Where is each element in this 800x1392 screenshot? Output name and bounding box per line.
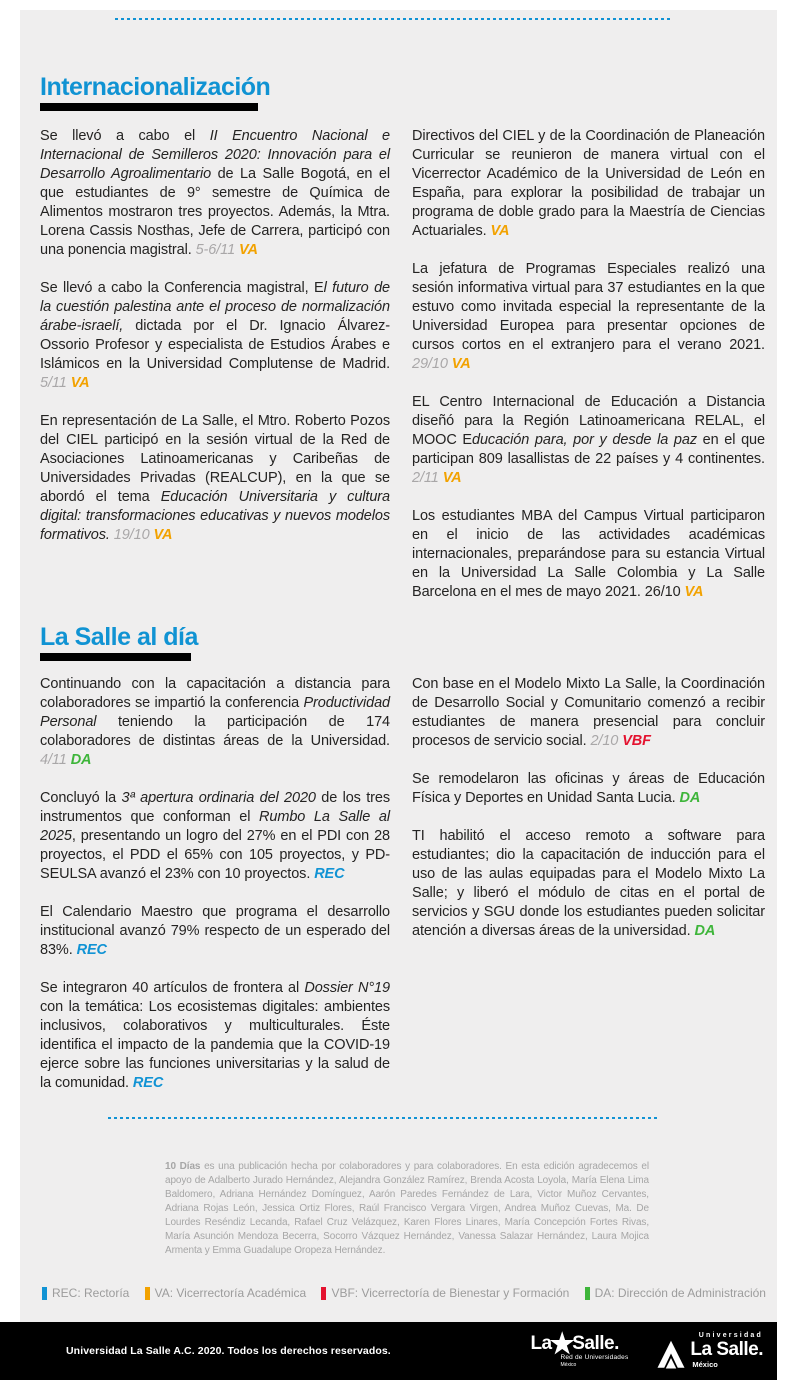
body-text: , presentando un logro del 27% en el PDI con 28 proyectos, el PDD el 65% con 105 proyectos, y PD-SEULSA avanzó el 23% con 10 proyectos. xyxy=(40,828,390,882)
section-heading-internacionalizacion xyxy=(40,74,270,111)
body-text: Directivos del CIEL y de la Coordinación de Planeación Curricular se reunieron de manera virtual con el Vicerrector Académico de la Universidad de León en España, para explorar la posibilidad de trabajar un programa de doble grado para la Maestría de Ciencias Actuariales. xyxy=(412,128,765,239)
body-text: Con base en el Modelo Mixto La Salle, la Coordinación de Desarrollo Social y Comunitario comenzó a recibir estudiantes de manera presencial para concluir procesos de servicio social. xyxy=(412,676,765,749)
news-paragraph xyxy=(40,903,390,960)
body-text: Los estudiantes MBA del Campus Virtual participaron en el inicio de las actividades académicas internacionales, preparándose para su estancia Virtual en la Universidad La Salle Colombia y La Salle Barcelona en el mes de mayo 2021. 26/10 xyxy=(412,508,765,600)
heading-underline-bar xyxy=(40,653,191,661)
logo-word: La xyxy=(530,1333,552,1355)
body-text: En representación de La Salle, el Mtro. Roberto Pozos del CIEL participó en la sesión virtual de la Red de Asociaciones Latinoamericanas y Caribeñas de Universidades Privadas (REALCUP), en la que se abordó el tema xyxy=(40,413,390,505)
credits-text: es una publicación hecha por colaboradores y para colaboradores. En esta edición agradecemos el apoyo de Adalberto Jurado Hernández, Alejandra González Ramírez, Brenda Acosta Loyola, María Elena Lima Baldomero, Adriana Hernández Domínguez, Aarón Paredes Fernández de Lara, Victor Muñoz Cervantes, Adriana Rojas León, Jessica Ortiz Flores, Raúl Francisco Vergara Virgen, Andrea Muñoz Cuevas, Ma. De Lourdes Reséndiz Lecanda, Rafael Cruz Velázquez, Karen Flores Linares, María Concepción Fortes Rivas, María Asunción Mendoza Becerra, Socorro Vázquez Hernández, Vanessa Salazar Hernández, Laura Mojica Armenta y Emma Guadalupe Oropeza Hernández. xyxy=(165,1161,650,1256)
body-text: Se llevó a cabo el xyxy=(40,128,210,144)
star-icon: ★ xyxy=(549,1327,575,1359)
newsletter-page xyxy=(20,10,777,1322)
legend-item-da xyxy=(585,1286,766,1300)
credits-paragraph xyxy=(165,1160,649,1258)
news-column-right xyxy=(412,675,765,1112)
news-paragraph xyxy=(40,127,390,260)
legend-item-rec xyxy=(42,1286,129,1300)
copyright-text: Universidad La Salle A.C. 2020. Todos los derechos reservados. xyxy=(66,1345,391,1357)
dept-tag-rec: REC xyxy=(76,942,107,958)
italic-text: II Encuentro Nacional e Internacional de Semilleros 2020: Innovación para el Desarrollo Agroalimentario xyxy=(40,128,390,182)
italic-text: Educación Universitaria y cultura digital: transformaciones educativas y nuevos modelos formativos. xyxy=(40,489,390,543)
news-paragraph xyxy=(40,675,390,770)
news-paragraph xyxy=(412,260,765,374)
section-columns-la-salle-al-dia xyxy=(40,675,765,1112)
publication-name: 10 Días xyxy=(165,1161,201,1172)
section-title: La Salle al día xyxy=(40,623,198,651)
body-text: TI habilitó el acceso remoto a software para estudiantes; dio la capacitación de inducción para el uso de las aulas equipadas para el Modelo Mixto La Salle; y liberó el módulo de citas en el portal de servicios y SGU donde los estudiantes pueden solicitar atención a diversas áreas de la universidad. xyxy=(412,828,765,939)
department-legend xyxy=(42,1286,766,1300)
legend-color-swatch xyxy=(585,1287,590,1300)
body-text: en el que participan 809 lasallistas de 22 países y 4 continentes. xyxy=(412,432,765,467)
date-stamp: 4/11 xyxy=(40,752,71,768)
la-salle-network-logo xyxy=(530,1327,629,1368)
news-paragraph xyxy=(40,279,390,393)
dept-tag-va: VA xyxy=(70,375,90,391)
footer-bar xyxy=(0,1322,777,1380)
body-text: Concluyó la xyxy=(40,790,122,806)
dept-tag-va: VA xyxy=(451,356,471,372)
news-paragraph xyxy=(40,789,390,884)
section-title: Internacionalización xyxy=(40,73,271,101)
legend-color-swatch xyxy=(42,1287,47,1300)
body-text: Se integraron 40 artículos de frontera al xyxy=(40,980,305,996)
dept-tag-va: VA xyxy=(490,223,510,239)
dept-tag-da: DA xyxy=(679,790,701,806)
news-column-left xyxy=(40,675,390,1112)
dept-tag-va: VA xyxy=(442,470,462,486)
news-paragraph xyxy=(412,127,765,241)
dashed-divider-top xyxy=(115,18,670,20)
italic-text: Productividad Personal xyxy=(40,695,390,730)
legend-color-swatch xyxy=(145,1287,150,1300)
date-stamp: 29/10 xyxy=(412,356,452,372)
body-text: con la temática: Los ecosistemas digitales: ambientes inclusivos, colaborativos y multiculturales. Éste identifica el impacto de la pandemia que la COVID-19 ejerce sobre las funciones universitarias y la salud de la comunidad. xyxy=(40,999,390,1091)
dept-tag-va: VA xyxy=(238,242,258,258)
dashed-divider-bottom xyxy=(108,1117,658,1119)
body-text: dictada por el Dr. Ignacio Álvarez-Ossorio Profesor y especialista de Estudios Árabes e Islámicos en la Universidad Complutense de Madrid. xyxy=(40,318,390,372)
legend-label: VBF: Vicerrectoría de Bienestar y Formación xyxy=(331,1286,570,1300)
news-paragraph xyxy=(412,827,765,941)
body-text: El Calendario Maestro que programa el desarrollo institucional avanzó 79% respecto de un esperado del 83%. xyxy=(40,904,390,958)
news-paragraph xyxy=(40,412,390,545)
body-text: de La Salle Bogotá, en el que estudiantes de 9° semestre de Química de Alimentos mostraron tres proyectos. Además, la Mtra. Lorena Cassis Nosthas, Jefe de Carrera, participó con una ponencia magistral. xyxy=(40,166,390,258)
news-paragraph xyxy=(412,675,765,751)
body-text: Se remodelaron las oficinas y áreas de Educación Física y Deportes en Unidad Santa Lucia. xyxy=(412,771,765,806)
legend-label: VA: Vicerrectoría Académica xyxy=(154,1286,307,1300)
news-paragraph xyxy=(412,770,765,808)
universidad-la-salle-wordmark xyxy=(690,1332,763,1370)
date-stamp: 5/11 xyxy=(40,375,71,391)
date-stamp: 5-6/11 xyxy=(195,242,239,258)
logo-region: México xyxy=(560,1361,577,1368)
footer-logos xyxy=(530,1327,763,1370)
body-text: de los tres instrumentos que conforman el xyxy=(40,790,390,825)
dept-tag-vbf: VBF xyxy=(622,733,651,749)
body-text: teniendo la participación de 174 colaboradores de distintas áreas de la Universidad. xyxy=(40,714,390,749)
legend-item-va xyxy=(145,1286,307,1300)
news-column-left xyxy=(40,127,390,621)
italic-text: l futuro de la cuestión palestina ante el proceso de normalización árabe-israelí, xyxy=(40,280,390,334)
body-text: EL Centro Internacional de Educación a Distancia diseñó para la Región Latinoamericana RELAL, el MOOC E xyxy=(412,394,765,448)
italic-text: Dossier N°19 xyxy=(304,980,390,996)
legend-label: DA: Dirección de Administración xyxy=(594,1286,766,1300)
dept-tag-da: DA xyxy=(70,752,92,768)
la-salle-emblem-icon xyxy=(656,1340,686,1370)
dept-tag-rec: REC xyxy=(314,866,345,882)
date-stamp: 19/10 xyxy=(113,527,154,543)
logo-word: Salle. xyxy=(572,1333,619,1355)
dept-tag-va: VA xyxy=(684,584,704,600)
logo-region: México xyxy=(692,1360,718,1370)
date-stamp: 2/10 xyxy=(590,733,623,749)
logo-top-word: Universidad xyxy=(698,1332,763,1340)
legend-item-vbf xyxy=(321,1286,569,1300)
body-text: Continuando con la capacitación a distancia para colaboradores se impartió la conferencia xyxy=(40,676,390,711)
universidad-la-salle-logo xyxy=(656,1332,763,1370)
italic-text: 3ª apertura ordinaria del 2020 xyxy=(121,790,316,806)
legend-label: REC: Rectoría xyxy=(52,1286,130,1300)
heading-underline-bar xyxy=(40,103,258,111)
dept-tag-da: DA xyxy=(694,923,716,939)
section-columns-internacionalizacion xyxy=(40,127,765,621)
news-paragraph xyxy=(40,979,390,1093)
legend-color-swatch xyxy=(321,1287,326,1300)
news-paragraph xyxy=(412,507,765,602)
news-paragraph xyxy=(412,393,765,488)
logo-name: La Salle. xyxy=(690,1339,763,1361)
dept-tag-rec: REC xyxy=(132,1075,164,1091)
logo-tagline: Red de Universidades xyxy=(560,1354,629,1362)
italic-text: ducación para, por y desde la paz xyxy=(471,432,697,448)
body-text: La jefatura de Programas Especiales realizó una sesión informativa virtual para 37 estudiantes en la que estuvo como invitada especial la representante de la Universidad Europea para presentar opciones de cursos cortos en el extranjero para el verano 2021. xyxy=(412,261,765,353)
italic-text: Rumbo La Salle al 2025 xyxy=(40,809,390,844)
section-heading-la-salle-al-dia xyxy=(40,624,198,661)
date-stamp: 2/11 xyxy=(412,470,443,486)
news-column-right xyxy=(412,127,765,621)
dept-tag-va: VA xyxy=(153,527,173,543)
body-text: Se llevó a cabo la Conferencia magistral, E xyxy=(40,280,324,296)
